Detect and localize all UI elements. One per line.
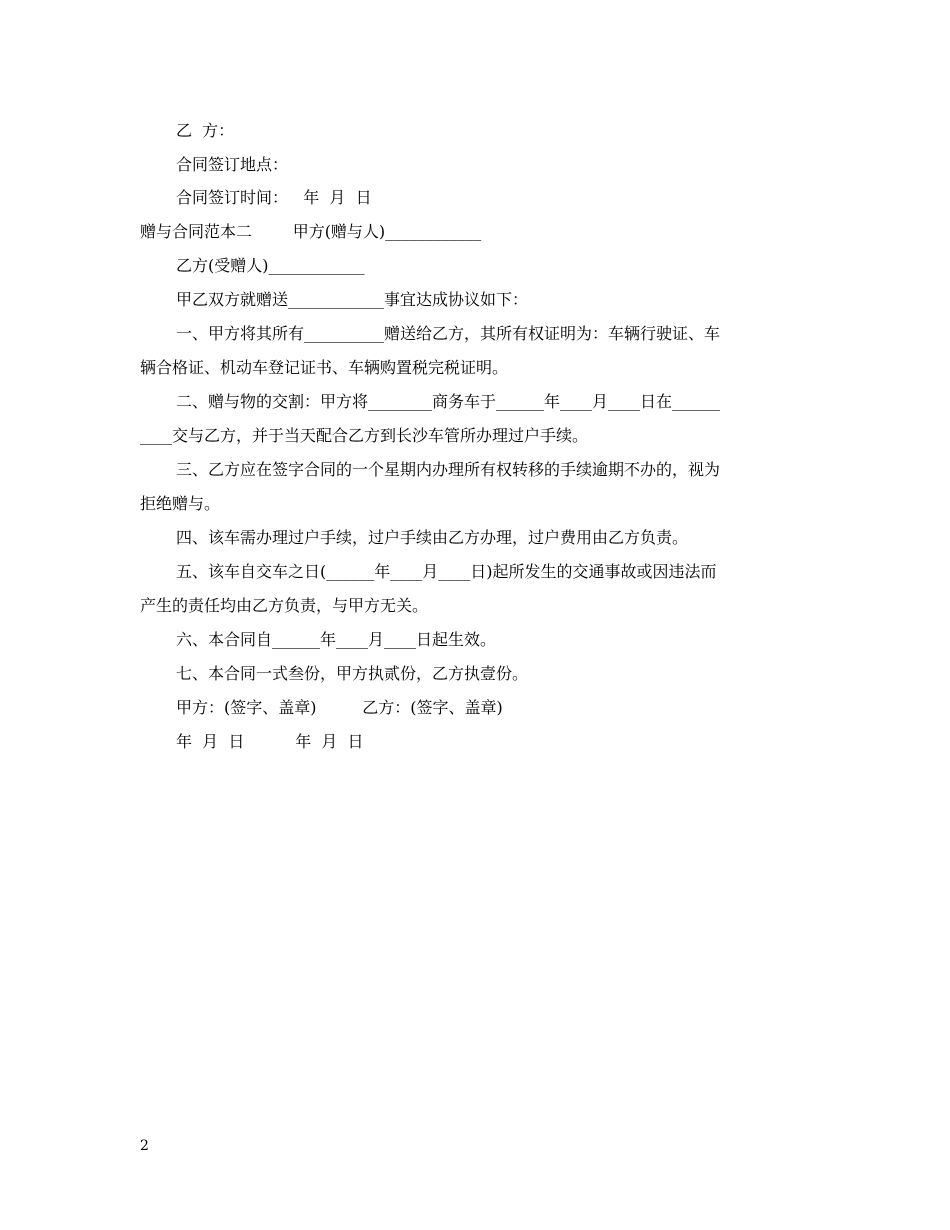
agreement-intro-line: 甲乙双方就赠送____________事宜达成协议如下： <box>176 290 529 309</box>
clause-7-line: 七、本合同一式叁份，甲方执贰份，乙方执壹份。 <box>176 664 529 683</box>
template-title-line: 赠与合同范本二 甲方(赠与人)____________ <box>140 222 482 241</box>
clause-5-line-1: 五、该车自交车之日(______年____月____日)起所发生的交通事故或因违法而 <box>176 562 717 581</box>
signature-line: 甲方：(签字、盖章) 乙方：(签字、盖章) <box>176 698 503 717</box>
clause-3-line-1: 三、乙方应在签字合同的一个星期内办理所有权转移的手续逾期不办的，视为 <box>176 460 721 479</box>
recipient-line: 乙方(受赠人)____________ <box>176 256 365 275</box>
clause-2-line-1: 二、赠与物的交割：甲方将________商务车于______年____月____日在______ <box>176 392 721 411</box>
signature-date-line: 年 月 日 年 月 日 <box>176 732 364 751</box>
signing-place-line: 合同签订地点： <box>176 155 289 174</box>
clause-1-line-2: 辆合格证、机动车登记证书、车辆购置税完税证明。 <box>140 358 509 377</box>
party-b-line: 乙 方： <box>176 121 235 140</box>
clause-4-line: 四、该车需办理过户手续，过户手续由乙方办理，过户费用由乙方负责。 <box>176 528 689 547</box>
page-number: 2 <box>140 1138 149 1154</box>
clause-2-line-2: ____交与乙方，并于当天配合乙方到长沙车管所办理过户手续。 <box>140 426 589 445</box>
clause-5-line-2: 产生的责任均由乙方负责，与甲方无关。 <box>140 596 429 615</box>
clause-6-line: 六、本合同自______年____月____日起生效。 <box>176 630 497 649</box>
clause-3-line-2: 拒绝赠与。 <box>140 494 221 513</box>
clause-1-line-1: 一、甲方将其所有__________赠送给乙方，其所有权证明为：车辆行驶证、车 <box>176 324 721 343</box>
signing-time-line: 合同签订时间： 年 月 日 <box>176 188 372 207</box>
